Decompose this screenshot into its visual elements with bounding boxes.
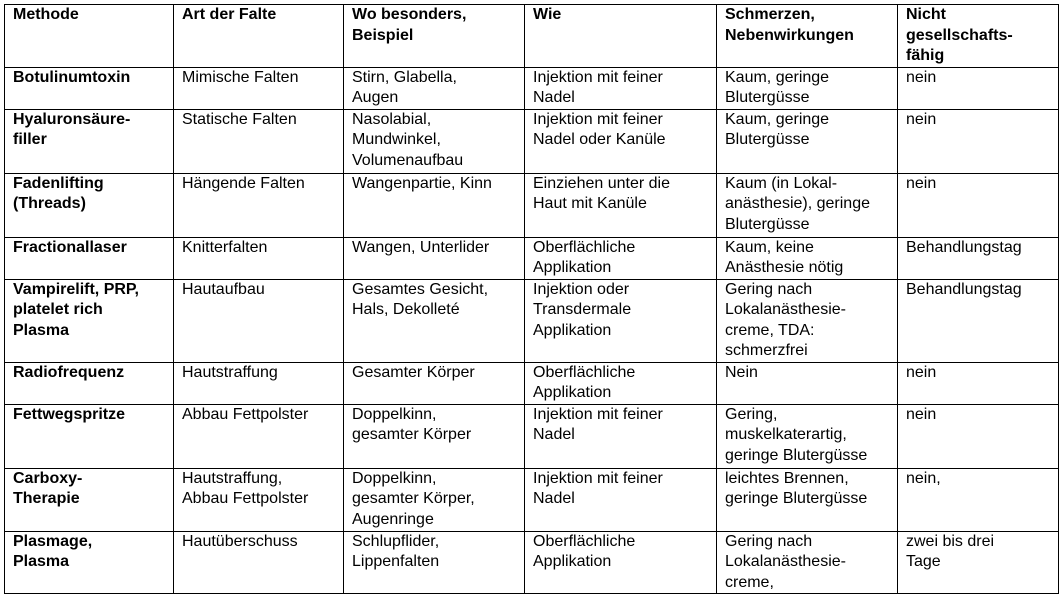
cell-text-line: Blutergüsse <box>725 89 810 106</box>
cell-text-line: Nebenwirkungen <box>725 26 854 44</box>
cell-text-line: Kaum (in Lokal- <box>725 174 838 192</box>
cell-nicht-gesellschaftsfaehig <box>898 362 1059 404</box>
cell-nicht-gesellschaftsfaehig <box>898 173 1059 237</box>
cell-text-line: Applikation <box>533 384 612 401</box>
cell-art-der-falte <box>174 362 344 404</box>
cell-text-line: nein <box>906 363 937 381</box>
cell-wo-besonders <box>344 279 525 362</box>
cell-text-line: nein, <box>906 469 941 487</box>
cell-text-line: creme, <box>725 573 774 591</box>
cell-art-der-falte <box>174 279 344 362</box>
cell-schmerzen <box>717 109 898 173</box>
cell-wie <box>525 531 717 594</box>
cell-schmerzen <box>717 279 898 362</box>
table-row <box>5 468 1059 531</box>
cell-text-line: geringe Blutergüsse <box>725 446 868 464</box>
cell-text-line: zwei bis drei <box>906 532 995 550</box>
cell-methode <box>5 279 174 362</box>
cell-schmerzen <box>717 67 898 109</box>
cell-text-line: Blutergüsse <box>725 215 810 233</box>
cell-text-line: anästhesie), geringe <box>725 195 870 212</box>
cell-nicht-gesellschaftsfaehig <box>898 531 1059 594</box>
cell-text-line: Wangen, Unterlider <box>352 238 490 256</box>
header-art-der-falte <box>174 5 344 68</box>
cell-text-line: Applikation <box>533 259 612 276</box>
cell-text-line: Nein <box>725 363 758 381</box>
cell-text-line: Schmerzen, <box>725 6 815 23</box>
cell-nicht-gesellschaftsfaehig <box>898 67 1059 109</box>
cell-text-line: Gering nach <box>725 280 813 298</box>
cell-wo-besonders <box>344 362 525 404</box>
cell-text-line: Applikation <box>533 321 612 339</box>
cell-text-line: Augen <box>352 89 399 106</box>
cell-text-line: gesamter Körper <box>352 426 472 443</box>
cell-text-line: Einziehen unter die <box>533 174 670 192</box>
table-row <box>5 173 1059 237</box>
cell-wie <box>525 67 717 109</box>
cell-text-line: Doppelkinn, <box>352 405 437 423</box>
cell-nicht-gesellschaftsfaehig <box>898 237 1059 279</box>
cell-text-line: Injektion oder <box>533 280 630 298</box>
cell-text-line: Abbau Fettpolster <box>182 405 309 423</box>
cell-text-line: Oberflächliche <box>533 238 636 256</box>
cell-methode <box>5 468 174 531</box>
cell-nicht-gesellschaftsfaehig <box>898 404 1059 468</box>
cell-text-line: Knitterfalten <box>182 238 268 256</box>
cell-nicht-gesellschaftsfaehig <box>898 468 1059 531</box>
table-row <box>5 237 1059 279</box>
cell-text-line: Haut mit Kanüle <box>533 195 647 212</box>
cell-text-line: Nasolabial, <box>352 110 432 128</box>
cell-schmerzen <box>717 237 898 279</box>
header-methode <box>5 5 174 68</box>
cell-text-line: Nadel <box>533 490 575 507</box>
cell-text-line: Gesamter Körper <box>352 363 475 381</box>
header-wo-besonders <box>344 5 525 68</box>
cell-text-line: Mundwinkel, <box>352 131 441 148</box>
cell-text-line: Augenringe <box>352 510 434 528</box>
table-row <box>5 109 1059 173</box>
cell-wie <box>525 468 717 531</box>
cell-text-line: Hautstraffung, <box>182 469 283 487</box>
cell-wo-besonders <box>344 468 525 531</box>
table-row <box>5 531 1059 594</box>
cell-text-line: Fadenlifting <box>13 174 104 192</box>
cell-text-line: Oberflächliche <box>533 363 636 381</box>
cell-text-line: Injektion mit feiner <box>533 469 663 487</box>
cell-wie <box>525 404 717 468</box>
cell-methode <box>5 362 174 404</box>
table-row <box>5 67 1059 109</box>
cell-text-line: Anästhesie nötig <box>725 259 844 276</box>
cell-text-line: Botulinumtoxin <box>13 68 131 86</box>
cell-text-line: Nadel <box>533 426 575 443</box>
cell-wie <box>525 237 717 279</box>
cell-wo-besonders <box>344 237 525 279</box>
header-wie <box>525 5 717 68</box>
cell-text-line: muskelkaterartig, <box>725 426 847 443</box>
cell-text-line: Kaum, geringe <box>725 110 830 128</box>
cell-wo-besonders <box>344 404 525 468</box>
cell-schmerzen <box>717 362 898 404</box>
cell-text-line: Wo besonders, <box>352 6 467 23</box>
cell-schmerzen <box>717 173 898 237</box>
cell-wo-besonders <box>344 67 525 109</box>
cell-schmerzen <box>717 531 898 594</box>
cell-text-line: leichtes Brennen, <box>725 469 849 487</box>
cell-text-line: Stirn, Glabella, <box>352 68 457 86</box>
cell-text-line: Gering nach <box>725 532 813 550</box>
cell-text-line: Methode <box>13 6 79 23</box>
cell-text-line: creme, TDA: <box>725 321 815 339</box>
cell-text-line: Hals, Dekolleté <box>352 301 460 318</box>
cell-text-line: filler <box>13 131 47 148</box>
cell-methode <box>5 404 174 468</box>
cell-text-line: Kaum, geringe <box>725 68 830 86</box>
cell-text-line: (Threads) <box>13 195 86 212</box>
cell-text-line: Abbau Fettpolster <box>182 490 309 507</box>
cell-text-line: Transdermale <box>533 301 632 318</box>
cell-schmerzen <box>717 468 898 531</box>
cell-schmerzen <box>717 404 898 468</box>
cell-text-line: Hyaluronsäure- <box>13 110 131 128</box>
cell-text-line: Doppelkinn, <box>352 469 437 487</box>
cell-text-line: Behandlungstag <box>906 280 1022 298</box>
cell-text-line: Art der Falte <box>182 6 277 23</box>
cell-text-line: Volumenaufbau <box>352 151 464 169</box>
cell-wo-besonders <box>344 531 525 594</box>
cell-wo-besonders <box>344 109 525 173</box>
cell-text-line: Fractionallaser <box>13 238 127 256</box>
table-row <box>5 404 1059 468</box>
cell-art-der-falte <box>174 67 344 109</box>
table-row <box>5 279 1059 362</box>
cell-text-line: Gering, <box>725 405 778 423</box>
cell-text-line: Oberflächliche <box>533 532 636 550</box>
cell-text-line: Lippenfalten <box>352 553 440 570</box>
cell-text-line: Kaum, keine <box>725 238 814 256</box>
cell-text-line: Injektion mit feiner <box>533 110 663 128</box>
cell-text-line: Injektion mit feiner <box>533 68 663 86</box>
cell-text-line: Plasmage, <box>13 532 93 550</box>
comparison-table <box>4 4 1059 594</box>
cell-methode <box>5 237 174 279</box>
cell-text-line: Nadel <box>533 89 575 106</box>
cell-text-line: nein <box>906 405 937 423</box>
cell-art-der-falte <box>174 531 344 594</box>
cell-text-line: Hautaufbau <box>182 280 265 298</box>
cell-wo-besonders <box>344 173 525 237</box>
cell-text-line: Plasma <box>13 321 70 339</box>
cell-text-line: Lokalanästhesie- <box>725 553 846 570</box>
cell-text-line: Nadel oder Kanüle <box>533 131 666 148</box>
cell-nicht-gesellschaftsfaehig <box>898 109 1059 173</box>
header-schmerzen <box>717 5 898 68</box>
cell-text-line: Wie <box>533 6 562 23</box>
cell-text-line: geringe Blutergüsse <box>725 490 868 507</box>
cell-wie <box>525 279 717 362</box>
cell-text-line: Tage <box>906 553 941 570</box>
cell-text-line: Fettwegspritze <box>13 405 126 423</box>
cell-text-line: fähig <box>906 47 945 64</box>
cell-text-line: Blutergüsse <box>725 131 810 148</box>
cell-text-line: Lokalanästhesie- <box>725 301 846 318</box>
cell-methode <box>5 531 174 594</box>
cell-text-line: Beispiel <box>352 26 414 44</box>
header-nicht-gesellschaftsfaehig <box>898 5 1059 68</box>
cell-art-der-falte <box>174 468 344 531</box>
cell-methode <box>5 173 174 237</box>
cell-text-line: Vampirelift, PRP, <box>13 280 139 298</box>
cell-wie <box>525 362 717 404</box>
cell-text-line: nein <box>906 68 937 86</box>
cell-art-der-falte <box>174 173 344 237</box>
cell-wie <box>525 109 717 173</box>
table-body <box>5 67 1059 594</box>
table-row <box>5 362 1059 404</box>
cell-text-line: Hängende Falten <box>182 174 305 192</box>
cell-text-line: Injektion mit feiner <box>533 405 663 423</box>
cell-text-line: schmerzfrei <box>725 342 808 359</box>
cell-methode <box>5 109 174 173</box>
cell-text-line: Carboxy- <box>13 469 83 487</box>
cell-text-line: Statische Falten <box>182 110 297 128</box>
cell-art-der-falte <box>174 404 344 468</box>
cell-text-line: Behandlungstag <box>906 238 1022 256</box>
cell-text-line: nein <box>906 110 937 128</box>
cell-methode <box>5 67 174 109</box>
cell-text-line: Nicht <box>906 6 946 23</box>
cell-text-line: Mimische Falten <box>182 68 299 86</box>
cell-text-line: Applikation <box>533 553 612 570</box>
cell-art-der-falte <box>174 237 344 279</box>
cell-text-line: platelet rich <box>13 301 103 318</box>
cell-nicht-gesellschaftsfaehig <box>898 279 1059 362</box>
document-page <box>4 4 1059 594</box>
cell-wie <box>525 173 717 237</box>
cell-text-line: gesellschafts- <box>906 26 1013 44</box>
cell-text-line: Hautüberschuss <box>182 532 298 550</box>
cell-text-line: Schlupflider, <box>352 532 440 550</box>
cell-text-line: Wangenpartie, Kinn <box>352 174 492 192</box>
cell-text-line: nein <box>906 174 937 192</box>
cell-text-line: Plasma <box>13 553 70 570</box>
cell-text-line: Gesamtes Gesicht, <box>352 280 489 298</box>
cell-text-line: Hautstraffung <box>182 363 278 381</box>
cell-text-line: Radiofrequenz <box>13 363 125 381</box>
header-row <box>5 5 1059 68</box>
cell-text-line: Therapie <box>13 490 80 507</box>
cell-art-der-falte <box>174 109 344 173</box>
cell-text-line: gesamter Körper, <box>352 490 475 507</box>
